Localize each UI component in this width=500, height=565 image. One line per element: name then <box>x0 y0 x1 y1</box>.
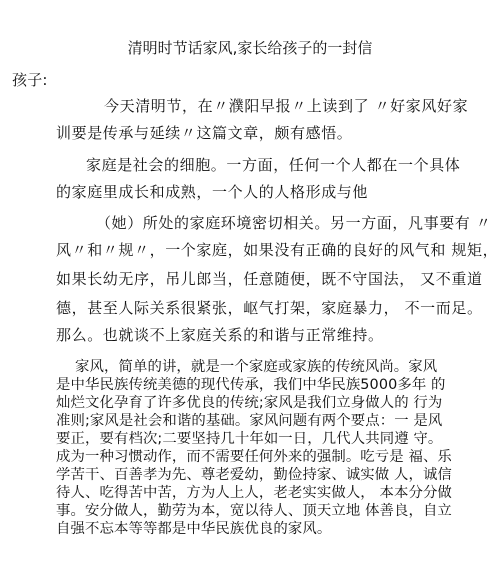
paragraph2-line: 风〃和〃规〃，一个家庭，如果没有正确的良好的风气和 规矩， <box>56 241 499 259</box>
salutation: 孩子: <box>12 71 48 89</box>
paragraph3-line: 是中华民族传统美德的现代传承，我们中华民族5000多年 的 <box>56 377 446 393</box>
letter-title: 清明时节话家风,家长给孩子的一封信 <box>127 39 373 57</box>
paragraph2-line: （她）所处的家庭环境密切相关。另一方面，凡事要有 〃 <box>96 214 492 232</box>
paragraph3-line: 事。安分做人，勤劳为本，宽以待人、顶天立地 体善良，自立 <box>56 503 452 519</box>
paragraph2-line: 那么。也就谈不上家庭关系的和谐与正常维持。 <box>56 326 384 344</box>
paragraph2-line: 的家庭里成长和成熟，一个人的人格形成与他 <box>56 183 369 201</box>
paragraph3-line: 准则;家风是社会和谐的基础。家风问题有两个要点：一 是风 <box>56 413 443 429</box>
paragraph3-line: 学苦干、百善孝为先、尊老爱幼，勤俭持家、诚实做 人，诚信 <box>56 467 452 483</box>
paragraph3-line: 成为一种习惯动作，而不需要任何外来的强制。吃亏是 福、乐 <box>56 449 452 465</box>
paragraph2-line: 如果长幼无序，吊儿郎当，任意随便，既不守国法， 又不重道 <box>56 270 483 288</box>
paragraph1-line: 今天清明节，在〃濮阳早报〃上读到了 〃好家风好家 <box>104 97 469 115</box>
paragraph2-line: 德，甚至人际关系很紧张，岖气打架，家庭暴力， 不一而足。 <box>56 299 483 317</box>
paragraph3-line: 家风，简单的讲，就是一个家庭或家族的传统风尚。家风 <box>75 359 438 375</box>
paragraph3-line: 灿烂文化孕育了许多优良的传统;家风是我们立身做人的 行为 <box>56 395 443 411</box>
paragraph3-line: 待人、吃得苦中苦，方为人上人，老老实实做人， 本本分分做 <box>56 485 452 501</box>
paragraph1-line: 训要是传承与延续〃这篇文章，颇有感悟。 <box>56 124 353 142</box>
paragraph3-line: 自强不忘本等等都是中华民族优良的家风。 <box>56 521 332 537</box>
paragraph2-line: 家庭是社会的细胞。一方面，任何一个人都在一个具体 <box>86 156 461 174</box>
paragraph3-line: 要正，要有档次;二要坚持几十年如一日，几代人共同遵 守。 <box>56 431 443 447</box>
